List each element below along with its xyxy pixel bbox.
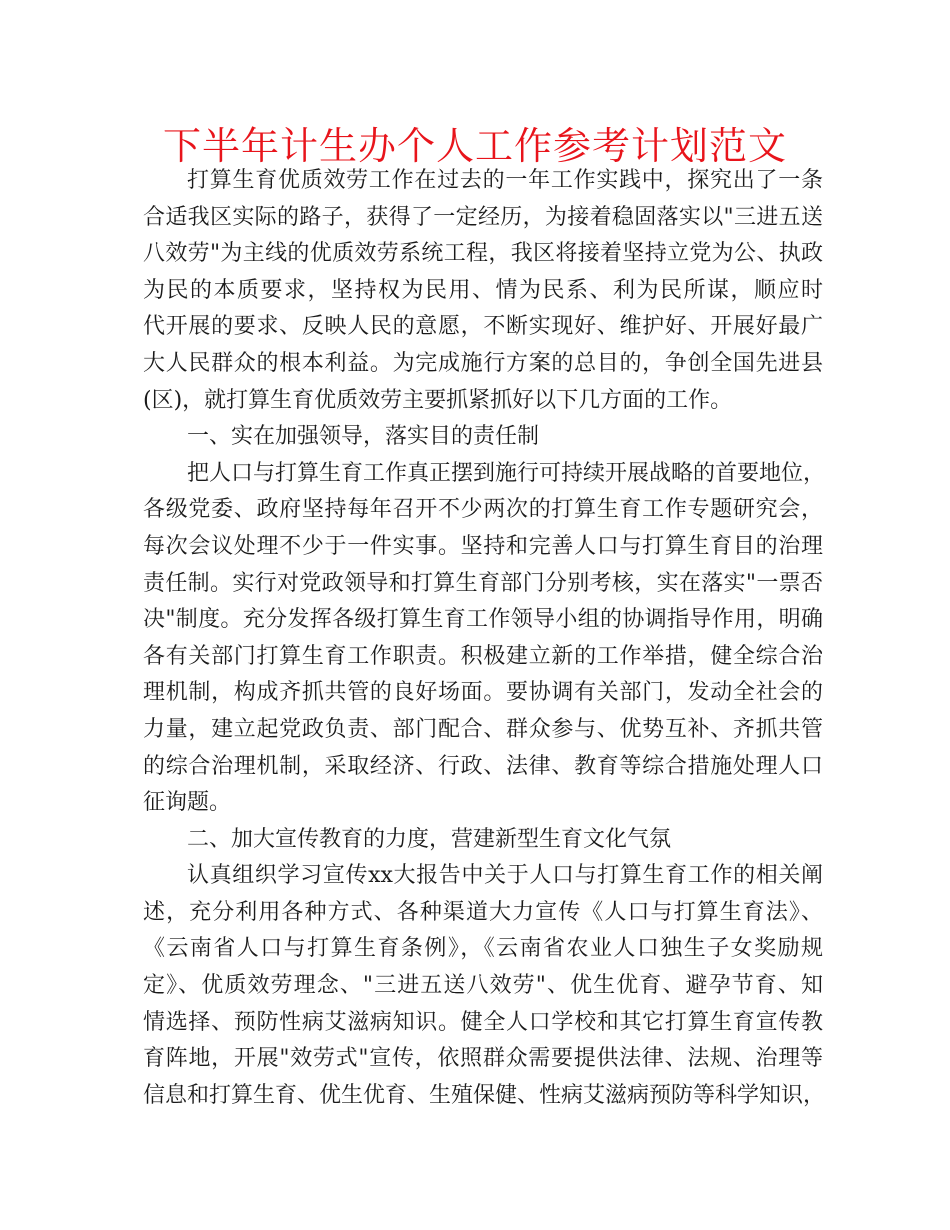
paragraph-line: 为民的本质要求，坚持权为民用、情为民系、利为民所谋，顺应时 [143, 277, 823, 303]
paragraph-line: 征询题。 [143, 790, 232, 816]
paragraph-line: 每次会议处理不少于一件实事。坚持和完善人口与打算生育目的治理 [143, 533, 823, 559]
paragraph-line: 认真组织学习宣传xx大报告中关于人口与打算生育工作的相关阐 [187, 863, 823, 889]
section-heading: 一、实在加强领导，落实目的责任制 [187, 424, 540, 450]
body-paragraph [143, 163, 823, 419]
document-title: 下半年计生办个人工作参考计划范文 [162, 124, 787, 168]
document-body [143, 163, 826, 1114]
paragraph-line: 力量，建立起党政负责、部门配合、群众参与、优势互补、齐抓共管 [143, 716, 823, 742]
paragraph-line: 八效劳"为主线的优质效劳系统工程，我区将接着坚持立党为公、执政 [143, 241, 823, 267]
paragraph-line: 定》、优质效劳理念、"三进五送八效劳"、优生优育、避孕节育、知 [143, 973, 823, 999]
section-heading: 二、加大宣传教育的力度，营建新型生育文化气氛 [187, 826, 672, 852]
paragraph-line: 信息和打算生育、优生优育、生殖保健、性病艾滋病预防等科学知识， [143, 1082, 826, 1108]
paragraph-line: 把人口与打算生育工作真正摆到施行可持续开展战略的首要地位， [187, 460, 826, 486]
paragraph-line: 打算生育优质效劳工作在过去的一年工作实践中，探究出了一条 [187, 168, 823, 193]
paragraph-line: (区)，就打算生育优质效劳主要抓紧抓好以下几方面的工作。 [143, 387, 733, 413]
paragraph-line: 理机制，构成齐抓共管的良好场面。要协调有关部门，发动全社会的 [143, 680, 823, 706]
paragraph-line: 合适我区实际的路子，获得了一定经历，为接着稳固落实以"三进五送 [143, 204, 823, 230]
paragraph-line: 决"制度。充分发挥各级打算生育工作领导小组的协调指导作用，明确 [143, 607, 823, 633]
paragraph-line: 大人民群众的根本利益。为完成施行方案的总目的，争创全国先进县 [143, 350, 823, 376]
body-paragraph [143, 456, 826, 822]
paragraph-line: 《云南省人口与打算生育条例》，《云南省农业人口独生子女奖励规 [143, 936, 823, 962]
paragraph-line: 述，充分利用各种方式、各种渠道大力宣传《人口与打算生育法》、 [143, 899, 823, 925]
paragraph-line: 育阵地，开展"效劳式"宣传，依照群众需要提供法律、法规、治理等 [143, 1046, 823, 1072]
paragraph-line: 各有关部门打算生育工作职责。积极建立新的工作举措，健全综合治 [143, 643, 823, 669]
paragraph-line: 情选择、预防性病艾滋病知识。健全人口学校和其它打算生育宣传教 [143, 1009, 823, 1035]
paragraph-line: 的综合治理机制，采取经济、行政、法律、教育等综合措施处理人口 [143, 753, 823, 779]
body-paragraph [143, 858, 826, 1114]
paragraph-line: 各级党委、政府坚持每年召开不少两次的打算生育工作专题研究会， [143, 497, 823, 523]
paragraph-line: 代开展的要求、反映人民的意愿，不断实现好、维护好、开展好最广 [143, 314, 823, 340]
paragraph-line: 责任制。实行对党政领导和打算生育部门分别考核，实在落实"一票否 [143, 570, 823, 596]
